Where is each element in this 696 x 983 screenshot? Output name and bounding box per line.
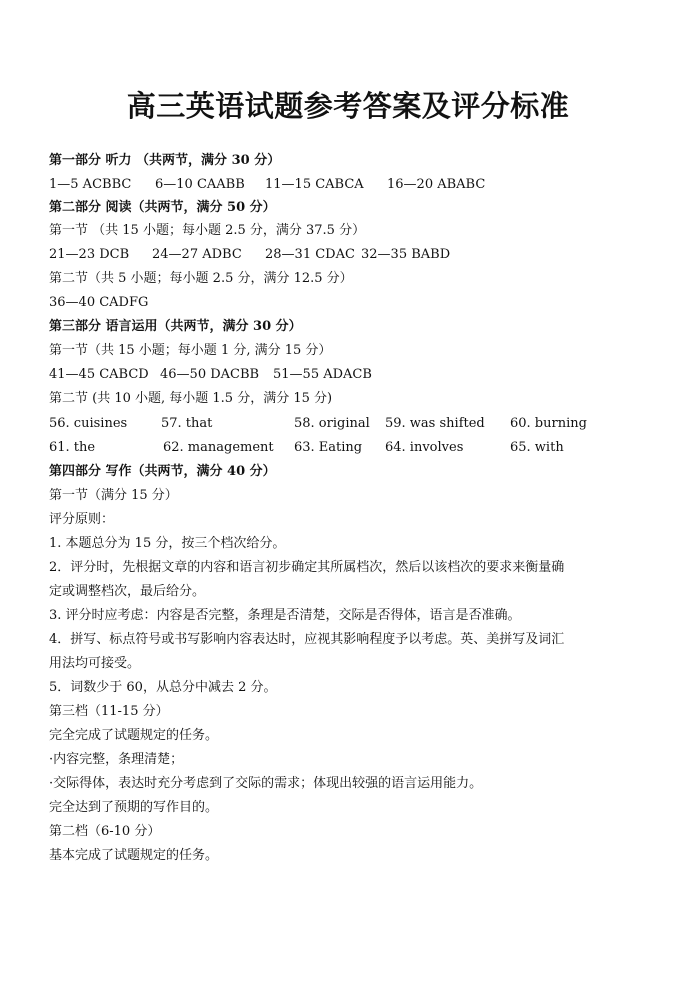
answer-62: 62. management (163, 440, 274, 455)
answer-group: 16—20 ABABC (387, 177, 486, 192)
level3-line1: 完全完成了试题规定的任务。 (49, 728, 219, 743)
answer-group: 6—10 CAABB (155, 177, 245, 192)
part3-heading: 第三部分 语言运用（共两节，满分 30 分） (49, 319, 302, 334)
answer-group: 11—15 CABCA (265, 177, 364, 192)
part2-section1-answers (49, 246, 450, 264)
part2-section2-answers: 36—40 CADFG (49, 295, 149, 310)
part1-answers (49, 176, 485, 194)
part4-heading: 第四部分 写作（共两节，满分 40 分） (49, 464, 276, 479)
answer-65: 65. with (510, 440, 564, 455)
principle-4-line2: 用法均可接受。 (49, 656, 141, 671)
principle-1: 1. 本题总分为 15 分，按三个档次给分。 (49, 536, 286, 551)
part1-heading: 第一部分 听力 （共两节，满分 30 分） (49, 153, 281, 168)
principle-2-line2: 定或调整档次，最后给分。 (49, 584, 206, 599)
level2-line1: 基本完成了试题规定的任务。 (49, 848, 219, 863)
part3-section1-title: 第一节（共 15 小题；每小题 1 分, 满分 15 分） (49, 343, 332, 358)
answer-group: 24—27 ADBC (152, 247, 242, 262)
level3-title: 第三档（11-15 分） (49, 704, 169, 719)
answer-group: 1—5 ACBBC (49, 177, 132, 192)
answer-group: 46—50 DACBB (160, 367, 260, 382)
answer-61: 61. the (49, 440, 96, 455)
level3-bullet2: ·交际得体，表达时充分考虑到了交际的需求；体现出较强的语言运用能力。 (49, 776, 483, 791)
answer-57: 57. that (161, 416, 213, 431)
principles-label: 评分原则： (49, 512, 115, 527)
level3-bullet1: ·内容完整，条理清楚； (49, 752, 184, 767)
part2-heading: 第二部分 阅读（共两节，满分 50 分） (49, 200, 276, 215)
answer-63: 63. Eating (294, 440, 363, 455)
answer-60: 60. burning (510, 416, 587, 431)
level3-line2: 完全达到了预期的写作目的。 (49, 800, 219, 815)
principle-5: 5．词数少于 60，从总分中减去 2 分。 (49, 680, 277, 695)
part3-section1-answers (49, 366, 372, 384)
part2-section1-title: 第一节 （共 15 小题；每小题 2.5 分，满分 37.5 分） (49, 223, 366, 238)
part4-section1-title: 第一节（满分 15 分） (49, 488, 178, 503)
answer-group: 21—23 DCB (49, 247, 130, 262)
principle-3: 3. 评分时应考虑：内容是否完整，条理是否清楚，交际是否得体，语言是否准确。 (49, 608, 521, 623)
part3-section2-title: 第二节 (共 10 小题, 每小题 1.5 分，满分 15 分) (49, 391, 333, 406)
answer-58: 58. original (294, 416, 370, 431)
answer-group: 51—55 ADACB (273, 367, 372, 382)
answer-56: 56. cuisines (49, 416, 128, 431)
principle-4-line1: 4．拼写、标点符号或书写影响内容表达时，应视其影响程度予以考虑。英、美拼写及词汇 (49, 632, 565, 647)
principle-2-line1: 2．评分时，先根据文章的内容和语言初步确定其所属档次，然后以该档次的要求来衡量确 (49, 560, 565, 575)
answer-group: 28—31 CDAC (265, 247, 355, 262)
answer-64: 64. involves (385, 440, 464, 455)
answer-59: 59. was shifted (385, 416, 485, 431)
part2-section2-title: 第二节（共 5 小题；每小题 2.5 分，满分 12.5 分） (49, 271, 353, 286)
answer-group: 41—45 CABCD (49, 367, 149, 382)
level2-title: 第二档（6-10 分） (49, 824, 161, 839)
answer-group: 32—35 BABD (361, 247, 451, 262)
document-title: 高三英语试题参考答案及评分标准 (126, 89, 570, 123)
